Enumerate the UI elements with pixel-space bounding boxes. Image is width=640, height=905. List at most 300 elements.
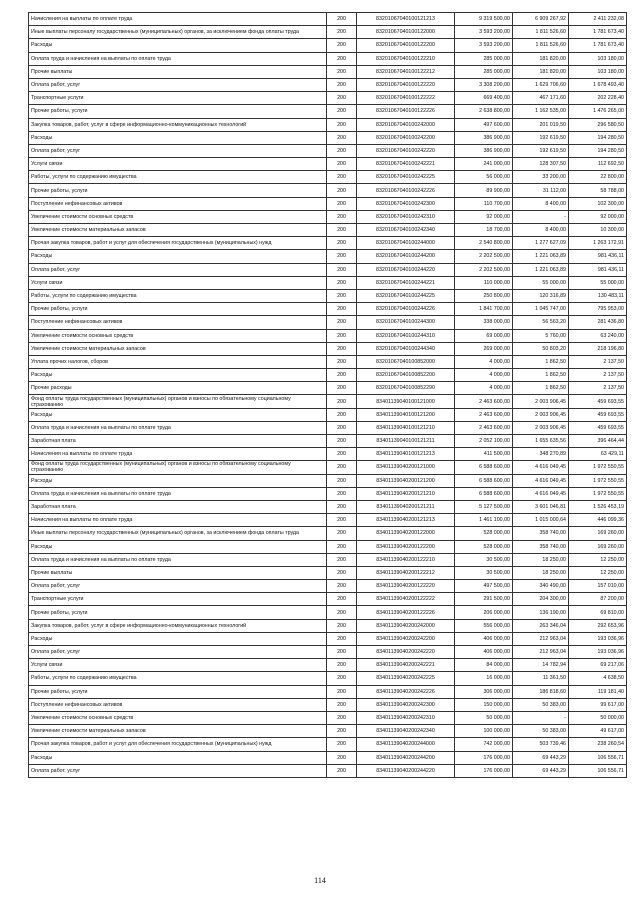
- row-code-cell: 200: [327, 13, 357, 26]
- row-remaining-cell: 1 526 453,19: [569, 500, 627, 513]
- row-approved-cell: 269 000,00: [455, 342, 513, 355]
- row-name-cell: Оплата труда и начисления на выплаты по оплате труда: [29, 421, 327, 434]
- row-approved-cell: 89 900,00: [455, 184, 513, 197]
- row-remaining-cell: 981 436,11: [569, 263, 627, 276]
- row-approved-cell: 2 638 800,00: [455, 105, 513, 118]
- row-name-cell: Работы, услуги по содержанию имущества: [29, 672, 327, 685]
- row-executed-cell: 186 818,60: [513, 685, 569, 698]
- row-code-cell: 200: [327, 553, 357, 566]
- row-approved-cell: 50 000,00: [455, 711, 513, 724]
- row-code-cell: 200: [327, 514, 357, 527]
- row-code-cell: 200: [327, 224, 357, 237]
- table-row: [29, 65, 627, 78]
- row-remaining-cell: 10 300,00: [569, 224, 627, 237]
- row-approved-cell: 3 308 200,00: [455, 78, 513, 91]
- table-row: [29, 237, 627, 250]
- row-executed-cell: 1 629 706,60: [513, 78, 569, 91]
- row-code-cell: 200: [327, 527, 357, 540]
- row-approved-cell: 1 461 100,00: [455, 514, 513, 527]
- row-kbk-cell: 83201067040100852200: [357, 369, 455, 382]
- row-code-cell: 200: [327, 738, 357, 751]
- row-remaining-cell: 63 240,00: [569, 329, 627, 342]
- row-name-cell: Уплата прочих налогов, сборов: [29, 355, 327, 368]
- row-kbk-cell: 83201067040100122222: [357, 92, 455, 105]
- row-code-cell: 200: [327, 250, 357, 263]
- row-executed-cell: 467 171,60: [513, 92, 569, 105]
- table-row: [29, 580, 627, 593]
- row-name-cell: Увеличение стоимости материальных запасов: [29, 725, 327, 738]
- row-kbk-cell: 83201067040100244310: [357, 329, 455, 342]
- row-code-cell: 200: [327, 619, 357, 632]
- row-name-cell: Закупка товаров, работ, услуг в сфере информационно-коммуникационных технологий: [29, 118, 327, 131]
- table-row: [29, 184, 627, 197]
- row-kbk-cell: 83401139040200121000: [357, 461, 455, 474]
- row-kbk-cell: 83401139040200242200: [357, 632, 455, 645]
- row-kbk-cell: 83201067040100242221: [357, 158, 455, 171]
- row-name-cell: Услуги связи: [29, 158, 327, 171]
- row-name-cell: Транспортные услуги: [29, 593, 327, 606]
- table-row: [29, 78, 627, 91]
- row-remaining-cell: 1 781 673,40: [569, 39, 627, 52]
- row-approved-cell: 497 600,00: [455, 118, 513, 131]
- row-remaining-cell: 102 300,00: [569, 197, 627, 210]
- row-code-cell: 200: [327, 395, 357, 408]
- row-kbk-cell: 83201067040100244000: [357, 237, 455, 250]
- row-code-cell: 200: [327, 474, 357, 487]
- row-code-cell: 200: [327, 435, 357, 448]
- row-code-cell: 200: [327, 303, 357, 316]
- row-executed-cell: 33 200,00: [513, 171, 569, 184]
- row-approved-cell: 411 500,00: [455, 448, 513, 461]
- row-approved-cell: 92 000,00: [455, 210, 513, 223]
- table-row: [29, 303, 627, 316]
- row-remaining-cell: 103 180,00: [569, 52, 627, 65]
- row-name-cell: Иные выплаты персоналу государственных (муниципальных) органов, за исключением фонда оплаты труда: [29, 26, 327, 39]
- table-row: [29, 316, 627, 329]
- row-remaining-cell: 12 250,00: [569, 553, 627, 566]
- row-remaining-cell: 22 800,00: [569, 171, 627, 184]
- row-kbk-cell: 83401139040200122222: [357, 593, 455, 606]
- row-executed-cell: -: [513, 711, 569, 724]
- row-kbk-cell: 83201067040100122210: [357, 52, 455, 65]
- row-name-cell: Оплата труда и начисления на выплаты по оплате труда: [29, 52, 327, 65]
- row-executed-cell: 50 383,00: [513, 698, 569, 711]
- table-row: [29, 646, 627, 659]
- row-code-cell: 200: [327, 52, 357, 65]
- row-name-cell: Расходы: [29, 250, 327, 263]
- row-executed-cell: 348 270,89: [513, 448, 569, 461]
- row-code-cell: 200: [327, 698, 357, 711]
- row-code-cell: 200: [327, 540, 357, 553]
- row-approved-cell: 56 000,00: [455, 171, 513, 184]
- row-remaining-cell: 2 137,50: [569, 369, 627, 382]
- table-row: [29, 131, 627, 144]
- row-remaining-cell: 12 250,00: [569, 566, 627, 579]
- row-remaining-cell: 2 137,50: [569, 382, 627, 395]
- row-name-cell: Фонд оплаты труда государственных (муниципальных) органов и взносы по обязательному социальному страхованию: [29, 395, 327, 408]
- row-kbk-cell: 83401139040200244000: [357, 738, 455, 751]
- table-row: [29, 751, 627, 764]
- row-executed-cell: 192 619,50: [513, 131, 569, 144]
- row-executed-cell: 3 601 046,81: [513, 500, 569, 513]
- row-executed-cell: 6 909 267,92: [513, 13, 569, 26]
- row-remaining-cell: 169 260,00: [569, 540, 627, 553]
- table-row: [29, 39, 627, 52]
- row-remaining-cell: 69 217,06: [569, 659, 627, 672]
- row-executed-cell: 1 862,50: [513, 355, 569, 368]
- row-executed-cell: 128 307,50: [513, 158, 569, 171]
- row-kbk-cell: 83201067040100122226: [357, 105, 455, 118]
- table-row: [29, 52, 627, 65]
- row-approved-cell: 2 463 600,00: [455, 408, 513, 421]
- row-approved-cell: 30 500,00: [455, 566, 513, 579]
- row-code-cell: 200: [327, 672, 357, 685]
- row-name-cell: Поступление нефинансовых активов: [29, 698, 327, 711]
- row-name-cell: Поступление нефинансовых активов: [29, 197, 327, 210]
- table-row: [29, 329, 627, 342]
- row-kbk-cell: 83401139040200122210: [357, 553, 455, 566]
- row-kbk-cell: 83401139040100121000: [357, 395, 455, 408]
- row-kbk-cell: 83401139040200242225: [357, 672, 455, 685]
- row-code-cell: 200: [327, 448, 357, 461]
- row-executed-cell: 8 400,00: [513, 224, 569, 237]
- row-remaining-cell: 106 556,71: [569, 764, 627, 777]
- row-executed-cell: 120 316,89: [513, 289, 569, 302]
- row-code-cell: 200: [327, 408, 357, 421]
- row-name-cell: Увеличение стоимости основных средств: [29, 711, 327, 724]
- row-kbk-cell: 83201067040100244340: [357, 342, 455, 355]
- row-kbk-cell: 83401139040200242310: [357, 711, 455, 724]
- row-approved-cell: 2 202 500,00: [455, 250, 513, 263]
- row-name-cell: Прочая закупка товаров, работ и услуг для обеспечения государственных (муниципальных) нужд: [29, 237, 327, 250]
- budget-table-body: [29, 13, 627, 778]
- row-code-cell: 200: [327, 711, 357, 724]
- row-approved-cell: 556 000,00: [455, 619, 513, 632]
- row-code-cell: 200: [327, 158, 357, 171]
- row-remaining-cell: 92 000,00: [569, 210, 627, 223]
- table-row: [29, 421, 627, 434]
- row-remaining-cell: 1 476 265,00: [569, 105, 627, 118]
- row-executed-cell: 2 003 906,45: [513, 421, 569, 434]
- row-code-cell: 200: [327, 580, 357, 593]
- row-name-cell: Расходы: [29, 408, 327, 421]
- row-approved-cell: 4 000,00: [455, 382, 513, 395]
- row-approved-cell: 5 127 500,00: [455, 500, 513, 513]
- table-row: [29, 619, 627, 632]
- row-code-cell: 200: [327, 118, 357, 131]
- row-remaining-cell: 238 260,54: [569, 738, 627, 751]
- row-executed-cell: 50 383,00: [513, 725, 569, 738]
- row-name-cell: Расходы: [29, 540, 327, 553]
- row-name-cell: Работы, услуги по содержанию имущества: [29, 289, 327, 302]
- table-row: [29, 224, 627, 237]
- row-kbk-cell: 83201067040100244200: [357, 250, 455, 263]
- row-executed-cell: 18 250,00: [513, 566, 569, 579]
- row-approved-cell: 528 000,00: [455, 540, 513, 553]
- row-kbk-cell: 83401139040200122226: [357, 606, 455, 619]
- row-approved-cell: 100 000,00: [455, 725, 513, 738]
- row-code-cell: 200: [327, 237, 357, 250]
- table-row: [29, 435, 627, 448]
- table-row: [29, 566, 627, 579]
- row-remaining-cell: 87 200,00: [569, 593, 627, 606]
- row-code-cell: 200: [327, 566, 357, 579]
- row-name-cell: Оплата работ, услуг: [29, 78, 327, 91]
- row-kbk-cell: 83201067040100122212: [357, 65, 455, 78]
- row-executed-cell: 181 820,00: [513, 52, 569, 65]
- row-name-cell: Прочие работы, услуги: [29, 105, 327, 118]
- row-executed-cell: -: [513, 210, 569, 223]
- row-kbk-cell: 83401139040200121210: [357, 487, 455, 500]
- row-remaining-cell: 459 693,55: [569, 395, 627, 408]
- row-remaining-cell: 49 617,00: [569, 725, 627, 738]
- row-approved-cell: 176 000,00: [455, 751, 513, 764]
- row-name-cell: Прочие работы, услуги: [29, 303, 327, 316]
- row-remaining-cell: 2 137,50: [569, 355, 627, 368]
- row-executed-cell: 1 811 526,60: [513, 39, 569, 52]
- row-kbk-cell: 83201067040100121213: [357, 13, 455, 26]
- table-row: [29, 764, 627, 777]
- row-name-cell: Оплата работ, услуг: [29, 263, 327, 276]
- row-kbk-cell: 83201067040100244225: [357, 289, 455, 302]
- row-approved-cell: 742 000,00: [455, 738, 513, 751]
- row-code-cell: 200: [327, 276, 357, 289]
- budget-table: [28, 12, 627, 778]
- row-executed-cell: 18 250,00: [513, 553, 569, 566]
- row-code-cell: 200: [327, 316, 357, 329]
- row-executed-cell: 136 190,00: [513, 606, 569, 619]
- table-row: [29, 540, 627, 553]
- row-code-cell: 200: [327, 593, 357, 606]
- table-row: [29, 369, 627, 382]
- row-kbk-cell: 83401139040100121213: [357, 448, 455, 461]
- table-row: [29, 738, 627, 751]
- row-code-cell: 200: [327, 263, 357, 276]
- row-name-cell: Оплата труда и начисления на выплаты по оплате труда: [29, 553, 327, 566]
- table-row: [29, 105, 627, 118]
- row-executed-cell: 4 616 049,45: [513, 461, 569, 474]
- row-approved-cell: 4 000,00: [455, 355, 513, 368]
- row-executed-cell: 56 563,20: [513, 316, 569, 329]
- row-name-cell: Расходы: [29, 474, 327, 487]
- table-row: [29, 158, 627, 171]
- row-name-cell: Услуги связи: [29, 276, 327, 289]
- row-executed-cell: 181 820,00: [513, 65, 569, 78]
- table-row: [29, 13, 627, 26]
- row-name-cell: Оплата работ, услуг: [29, 580, 327, 593]
- row-remaining-cell: 169 260,00: [569, 527, 627, 540]
- row-remaining-cell: 459 693,55: [569, 421, 627, 434]
- row-approved-cell: 306 000,00: [455, 685, 513, 698]
- row-remaining-cell: 58 788,00: [569, 184, 627, 197]
- row-executed-cell: 1 015 000,64: [513, 514, 569, 527]
- row-code-cell: 200: [327, 764, 357, 777]
- row-code-cell: 200: [327, 197, 357, 210]
- row-remaining-cell: 202 228,40: [569, 92, 627, 105]
- table-row: [29, 395, 627, 408]
- row-name-cell: Расходы: [29, 632, 327, 645]
- table-row: [29, 171, 627, 184]
- row-remaining-cell: 119 181,40: [569, 685, 627, 698]
- row-executed-cell: 4 616 049,45: [513, 487, 569, 500]
- row-remaining-cell: 106 556,71: [569, 751, 627, 764]
- table-row: [29, 461, 627, 474]
- row-code-cell: 200: [327, 26, 357, 39]
- row-executed-cell: 4 616 049,45: [513, 474, 569, 487]
- row-approved-cell: 2 463 600,00: [455, 421, 513, 434]
- row-approved-cell: 285 000,00: [455, 52, 513, 65]
- row-name-cell: Оплата работ, услуг: [29, 144, 327, 157]
- row-code-cell: 200: [327, 500, 357, 513]
- table-row: [29, 698, 627, 711]
- row-name-cell: Расходы: [29, 369, 327, 382]
- row-kbk-cell: 83401139040100121200: [357, 408, 455, 421]
- row-kbk-cell: 83201067040100242226: [357, 184, 455, 197]
- row-kbk-cell: 83201067040100122200: [357, 39, 455, 52]
- row-approved-cell: 110 000,00: [455, 276, 513, 289]
- row-remaining-cell: 1 972 550,55: [569, 474, 627, 487]
- row-remaining-cell: 795 953,00: [569, 303, 627, 316]
- row-kbk-cell: 83201067040100242310: [357, 210, 455, 223]
- row-approved-cell: 6 588 600,00: [455, 487, 513, 500]
- row-executed-cell: 2 003 906,45: [513, 395, 569, 408]
- row-approved-cell: 69 000,00: [455, 329, 513, 342]
- table-row: [29, 210, 627, 223]
- row-name-cell: Оплата работ, услуг: [29, 646, 327, 659]
- row-executed-cell: 212 963,04: [513, 632, 569, 645]
- table-row: [29, 26, 627, 39]
- row-executed-cell: 50 803,20: [513, 342, 569, 355]
- row-executed-cell: 340 490,00: [513, 580, 569, 593]
- row-code-cell: 200: [327, 461, 357, 474]
- row-code-cell: 200: [327, 210, 357, 223]
- row-code-cell: 200: [327, 105, 357, 118]
- row-remaining-cell: 103 180,00: [569, 65, 627, 78]
- row-approved-cell: 285 000,00: [455, 65, 513, 78]
- row-name-cell: Работы, услуги по содержанию имущества: [29, 171, 327, 184]
- table-row: [29, 408, 627, 421]
- row-approved-cell: 6 588 600,00: [455, 474, 513, 487]
- row-approved-cell: 2 052 100,00: [455, 435, 513, 448]
- row-remaining-cell: 69 810,00: [569, 606, 627, 619]
- row-approved-cell: 176 000,00: [455, 764, 513, 777]
- row-executed-cell: 31 112,00: [513, 184, 569, 197]
- row-code-cell: 200: [327, 421, 357, 434]
- row-remaining-cell: 1 972 550,55: [569, 461, 627, 474]
- row-executed-cell: 8 400,00: [513, 197, 569, 210]
- row-remaining-cell: 99 617,00: [569, 698, 627, 711]
- table-row: [29, 250, 627, 263]
- row-executed-cell: 1 862,50: [513, 382, 569, 395]
- row-kbk-cell: 83201067040100244220: [357, 263, 455, 276]
- row-kbk-cell: 83401139040100121211: [357, 435, 455, 448]
- row-code-cell: 200: [327, 632, 357, 645]
- row-kbk-cell: 83201067040100852290: [357, 382, 455, 395]
- table-row: [29, 487, 627, 500]
- table-row: [29, 500, 627, 513]
- row-remaining-cell: 112 692,50: [569, 158, 627, 171]
- row-name-cell: Прочие расходы: [29, 382, 327, 395]
- row-code-cell: 200: [327, 184, 357, 197]
- row-approved-cell: 110 700,00: [455, 197, 513, 210]
- table-row: [29, 118, 627, 131]
- table-row: [29, 527, 627, 540]
- row-kbk-cell: 83401139040200122212: [357, 566, 455, 579]
- row-name-cell: Иные выплаты персоналу государственных (муниципальных) органов, за исключением фонда оплаты труда: [29, 527, 327, 540]
- row-remaining-cell: 396 464,44: [569, 435, 627, 448]
- table-row: [29, 276, 627, 289]
- row-name-cell: Расходы: [29, 39, 327, 52]
- row-code-cell: 200: [327, 171, 357, 184]
- table-row: [29, 263, 627, 276]
- row-kbk-cell: 83201067040100852000: [357, 355, 455, 368]
- row-executed-cell: 11 361,50: [513, 672, 569, 685]
- row-name-cell: Оплата труда и начисления на выплаты по оплате труда: [29, 487, 327, 500]
- row-approved-cell: 2 540 800,00: [455, 237, 513, 250]
- row-kbk-cell: 83201067040100122000: [357, 26, 455, 39]
- row-code-cell: 200: [327, 685, 357, 698]
- row-approved-cell: 250 800,00: [455, 289, 513, 302]
- row-remaining-cell: 981 436,11: [569, 250, 627, 263]
- row-executed-cell: 14 782,94: [513, 659, 569, 672]
- row-name-cell: Увеличение стоимости основных средств: [29, 329, 327, 342]
- row-name-cell: Расходы: [29, 131, 327, 144]
- row-code-cell: 200: [327, 92, 357, 105]
- row-kbk-cell: 83401139040200121211: [357, 500, 455, 513]
- row-kbk-cell: 83401139040200244220: [357, 764, 455, 777]
- row-kbk-cell: 83201067040100244300: [357, 316, 455, 329]
- row-code-cell: 200: [327, 751, 357, 764]
- table-row: [29, 289, 627, 302]
- row-kbk-cell: 83401139040200122000: [357, 527, 455, 540]
- row-name-cell: Прочие работы, услуги: [29, 606, 327, 619]
- row-name-cell: Прочая закупка товаров, работ и услуг для обеспечения государственных (муниципальных) нужд: [29, 738, 327, 751]
- row-approved-cell: 84 000,00: [455, 659, 513, 672]
- row-executed-cell: 201 019,50: [513, 118, 569, 131]
- row-executed-cell: 212 963,04: [513, 646, 569, 659]
- row-remaining-cell: 459 693,55: [569, 408, 627, 421]
- row-approved-cell: 338 000,00: [455, 316, 513, 329]
- row-approved-cell: 497 500,00: [455, 580, 513, 593]
- row-name-cell: Поступление нефинансовых активов: [29, 316, 327, 329]
- row-kbk-cell: 83401139040200121213: [357, 514, 455, 527]
- table-row: [29, 711, 627, 724]
- row-executed-cell: 358 740,00: [513, 540, 569, 553]
- row-executed-cell: 69 443,29: [513, 751, 569, 764]
- row-kbk-cell: 83401139040200242220: [357, 646, 455, 659]
- table-row: [29, 685, 627, 698]
- row-kbk-cell: 83201067040100244221: [357, 276, 455, 289]
- row-executed-cell: 204 300,00: [513, 593, 569, 606]
- row-kbk-cell: 83401139040200244200: [357, 751, 455, 764]
- row-executed-cell: 5 760,00: [513, 329, 569, 342]
- row-name-cell: Заработная плата: [29, 500, 327, 513]
- row-remaining-cell: 446 099,36: [569, 514, 627, 527]
- row-code-cell: 200: [327, 646, 357, 659]
- row-executed-cell: 263 346,04: [513, 619, 569, 632]
- row-approved-cell: 16 000,00: [455, 672, 513, 685]
- row-name-cell: Заработная плата: [29, 435, 327, 448]
- row-approved-cell: 406 000,00: [455, 646, 513, 659]
- row-code-cell: 200: [327, 131, 357, 144]
- row-kbk-cell: 83201067040100242200: [357, 131, 455, 144]
- row-executed-cell: 2 003 906,45: [513, 408, 569, 421]
- row-approved-cell: 3 593 200,00: [455, 39, 513, 52]
- row-kbk-cell: 83201067040100242000: [357, 118, 455, 131]
- row-remaining-cell: 157 010,00: [569, 580, 627, 593]
- row-kbk-cell: 83401139040200242300: [357, 698, 455, 711]
- row-name-cell: Прочие выплаты: [29, 65, 327, 78]
